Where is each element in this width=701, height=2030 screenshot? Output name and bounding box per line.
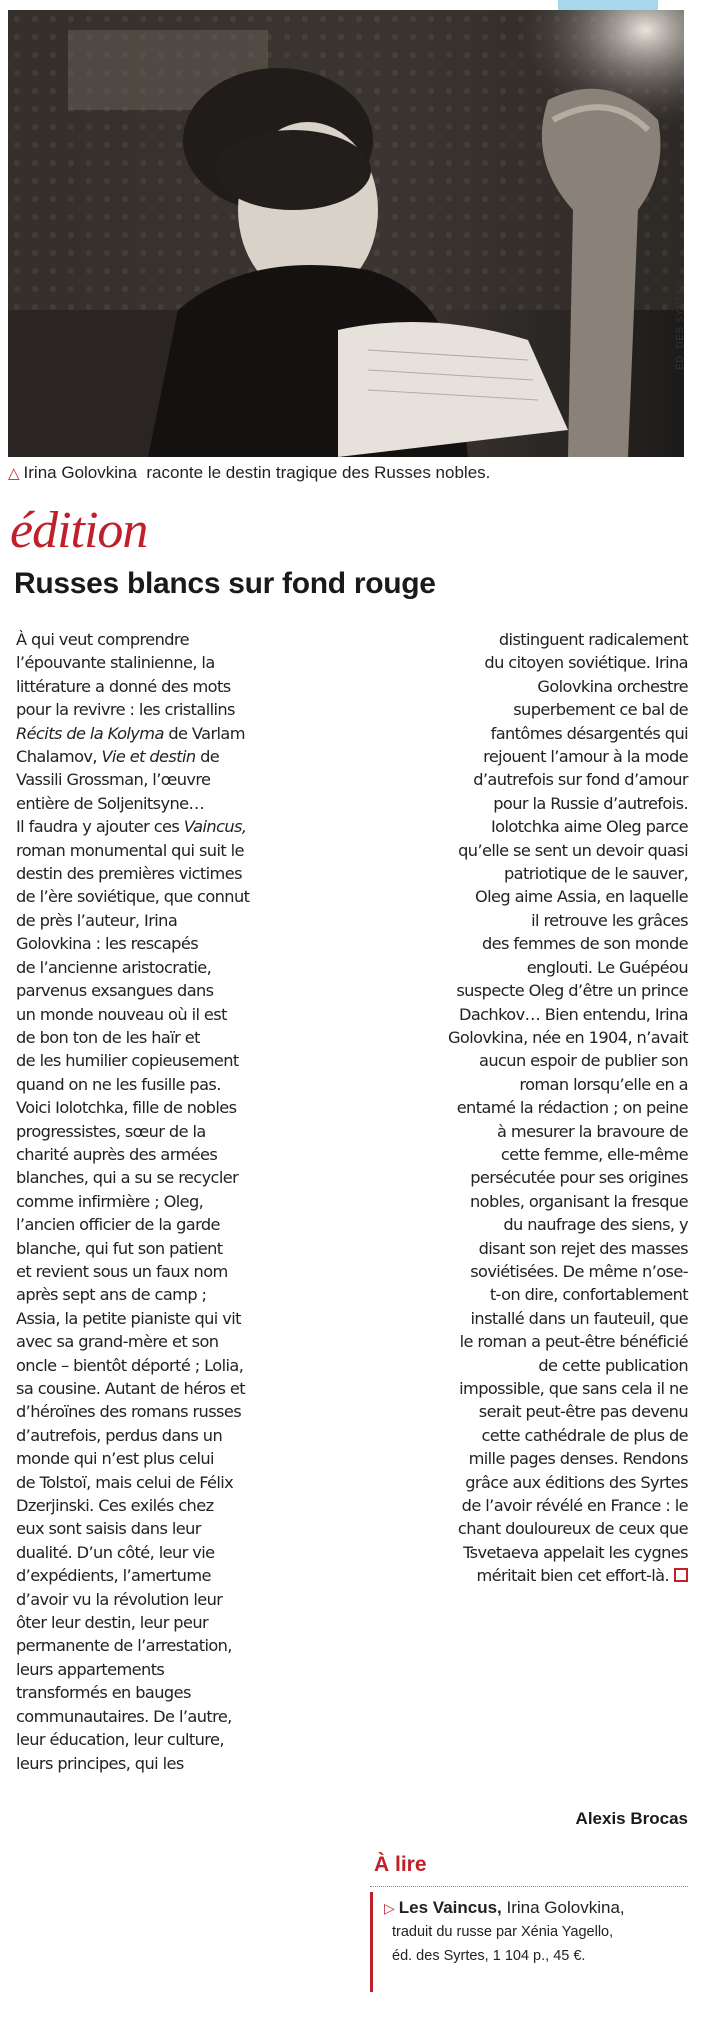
text-line: englouti. Le Guépéou [526, 957, 688, 977]
text-line: leurs principes, qui les [16, 1753, 184, 1773]
text-line: d’héroïnes des romans russes [16, 1402, 242, 1422]
text-line: Golovkina, née en 1904, n’avait [447, 1027, 688, 1047]
text-line: soviétisées. De même n’ose- [470, 1261, 688, 1281]
article-author: Alexis Brocas [575, 1809, 688, 1828]
text-line: littérature a donné des mots [16, 676, 231, 696]
text-line: d’autrefois, perdus dans un [16, 1425, 223, 1445]
text-line: de l’ère soviétique, que connut [16, 887, 250, 907]
text-line: cette femme, elle-même [500, 1144, 688, 1164]
text-line: disant son rejet des masses [478, 1238, 688, 1258]
text-line: avec sa grand-mère et son [16, 1332, 219, 1352]
text-line: après sept ans de camp ; [16, 1285, 207, 1305]
author-photo [8, 10, 684, 457]
text-line: À qui veut comprendre [16, 630, 189, 649]
text-line: de l’ancienne aristocratie, [16, 957, 212, 977]
article-headline: Russes blancs sur fond rouge [14, 567, 436, 600]
text-line: entamé la rédaction ; on peine [456, 1098, 688, 1118]
text-line: Vassili Grossman, l’œuvre [16, 770, 211, 790]
text-line: leur éducation, leur culture, [16, 1730, 224, 1750]
photo-caption [8, 463, 688, 483]
text-line: roman lorsqu’elle en a [519, 1074, 688, 1094]
text-line: Dachkov… Bien entendu, Irina [458, 1004, 688, 1024]
text-line: du citoyen soviétique. Irina [484, 653, 688, 673]
text-line: le roman a peut-être bénéficié [459, 1332, 688, 1352]
text-line: du naufrage des siens, y [503, 1215, 688, 1235]
text-line: Récits de la Kolyma de Varlam [16, 723, 245, 743]
text-line: installé dans un fauteuil, que [470, 1308, 688, 1328]
article-column-left [16, 628, 346, 1775]
text-line: Iolotchka aime Oleg parce [490, 817, 688, 837]
end-square-icon [674, 1568, 688, 1582]
text-line: cette cathédrale de plus de [481, 1425, 688, 1445]
text-line: rejouent l’amour à la mode [483, 747, 688, 767]
text-line: oncle – bientôt déporté ; Lolia, [16, 1355, 244, 1375]
caption-triangle-icon: △ [8, 465, 20, 482]
text-line: l’épouvante stalinienne, la [16, 653, 215, 673]
text-line: comme infirmière ; Oleg, [16, 1191, 204, 1211]
text-line: dualité. D’un côté, leur vie [16, 1542, 215, 1562]
text-line: roman monumental qui suit le [16, 840, 244, 860]
text-line: aucun espoir de publier son [479, 1051, 688, 1071]
text-line: de Tolstoï, mais celui de Félix [16, 1472, 234, 1492]
text-line: d’expédients, l’amertume [16, 1566, 211, 1586]
text-line: Il faudra y ajouter ces Vaincus, [16, 817, 247, 837]
book-author: Irina Golovkina, [506, 1898, 625, 1917]
text-line: Oleg aime Assia, en laquelle [475, 887, 688, 907]
text-line: parvenus exsangues dans [16, 981, 214, 1001]
text-line: Assia, la petite pianiste qui vit [16, 1308, 241, 1328]
text-line: grâce aux éditions des Syrtes [465, 1472, 688, 1492]
text-line: Voici Iolotchka, fille de nobles [16, 1098, 237, 1118]
text-line: de les humilier copieusement [16, 1051, 239, 1071]
text-line: il retrouve les grâces [531, 910, 688, 930]
text-line: destin des premières victimes [16, 864, 242, 884]
text-line: de près l’auteur, Irina [16, 910, 178, 930]
text-line: qu’elle se sent un devoir quasi [458, 840, 688, 860]
text-line: sa cousine. Autant de héros et [16, 1379, 246, 1398]
text-line: un monde nouveau où il est [16, 1004, 227, 1024]
a-lire-heading: À lire [374, 1853, 427, 1876]
text-line: à mesurer la bravoure de [497, 1121, 688, 1141]
caption-name: Irina Golovkina [23, 463, 137, 482]
a-lire-divider [370, 1886, 688, 1887]
text-line: Golovkina : les rescapés [16, 934, 199, 954]
text-line: charité auprès des armées [16, 1144, 218, 1164]
text-line: patriotique de le sauver, [503, 864, 688, 884]
text-line: de l’avoir révélé en France : le [461, 1496, 688, 1516]
book-publisher: éd. des Syrtes, 1 104 p., 45 €. [392, 1948, 586, 1964]
text-line: Golovkina orchestre [537, 676, 688, 696]
text-line: des femmes de son monde [481, 934, 688, 954]
text-line: communautaires. De l’autre, [16, 1706, 232, 1726]
text-line: eux sont saisis dans leur [16, 1519, 201, 1539]
text-line: persécutée pour ses origines [470, 1168, 688, 1188]
text-line: t-on dire, confortablement [489, 1285, 688, 1305]
text-line: méritait bien cet effort-là. [358, 1564, 688, 1587]
text-line: et revient sous un faux nom [16, 1261, 228, 1281]
text-line: de cette publication [538, 1355, 688, 1375]
text-line: pour la Russie d’autrefois. [493, 793, 688, 813]
text-line: fantômes désargentés qui [490, 723, 688, 743]
caption-text: raconte le destin tragique des Russes nobles. [146, 463, 491, 482]
text-line: de bon ton de les haïr et [16, 1027, 200, 1047]
top-color-band [558, 0, 658, 10]
text-line: l’ancien officier de la garde [16, 1215, 220, 1235]
text-line: Chalamov, Vie et destin de [16, 747, 220, 767]
text-line: Dzerjinski. Ces exilés chez [16, 1496, 214, 1516]
text-line: quand on ne les fusille pas. [16, 1074, 221, 1094]
text-line: entière de Soljenitsyne… [16, 793, 205, 813]
text-line: Tsvetaeva appelait les cygnes [463, 1542, 688, 1562]
text-line: pour la revivre : les cristallins [16, 700, 235, 720]
text-line: transformés en bauges [16, 1683, 191, 1703]
rubric-label: édition [10, 502, 148, 559]
text-line: serait peut-être pas devenu [478, 1402, 688, 1422]
text-line: d’autrefois sur fond d’amour [473, 770, 688, 790]
text-line: leurs appartements [16, 1659, 165, 1679]
text-line: impossible, que sans cela il ne [459, 1379, 688, 1398]
text-line: blanches, qui a su se recycler [16, 1168, 239, 1188]
text-line: distinguent radicalement [498, 630, 688, 649]
book-title: Les Vaincus, [398, 1898, 502, 1917]
book-translation: traduit du russe par Xénia Yagello, [392, 1924, 614, 1940]
text-line: permanente de l’arrestation, [16, 1636, 232, 1656]
text-line: suspecte Oleg d’être un prince [456, 981, 688, 1001]
triangle-arrow-icon: ▷ [384, 1900, 395, 1916]
text-line: chant douloureux de ceux que [457, 1519, 688, 1539]
article-column-right [358, 628, 688, 1588]
text-line: monde qui n’est plus celui [16, 1449, 214, 1469]
photo-illustration [8, 10, 684, 457]
text-line: mille pages denses. Rendons [468, 1449, 688, 1469]
text-line: d’avoir vu la révolution leur [16, 1589, 223, 1609]
text-line: superbement ce bal de [513, 700, 688, 720]
text-line: progressistes, sœur de la [16, 1121, 206, 1141]
photo-credit: ÉD. DES SYRTES [675, 280, 686, 370]
text-line: blanche, qui fut son patient [16, 1238, 223, 1258]
a-lire-book-info [384, 1896, 684, 1968]
text-line: ôter leur destin, leur peur [16, 1613, 209, 1633]
text-line: nobles, organisant la fresque [470, 1191, 688, 1211]
